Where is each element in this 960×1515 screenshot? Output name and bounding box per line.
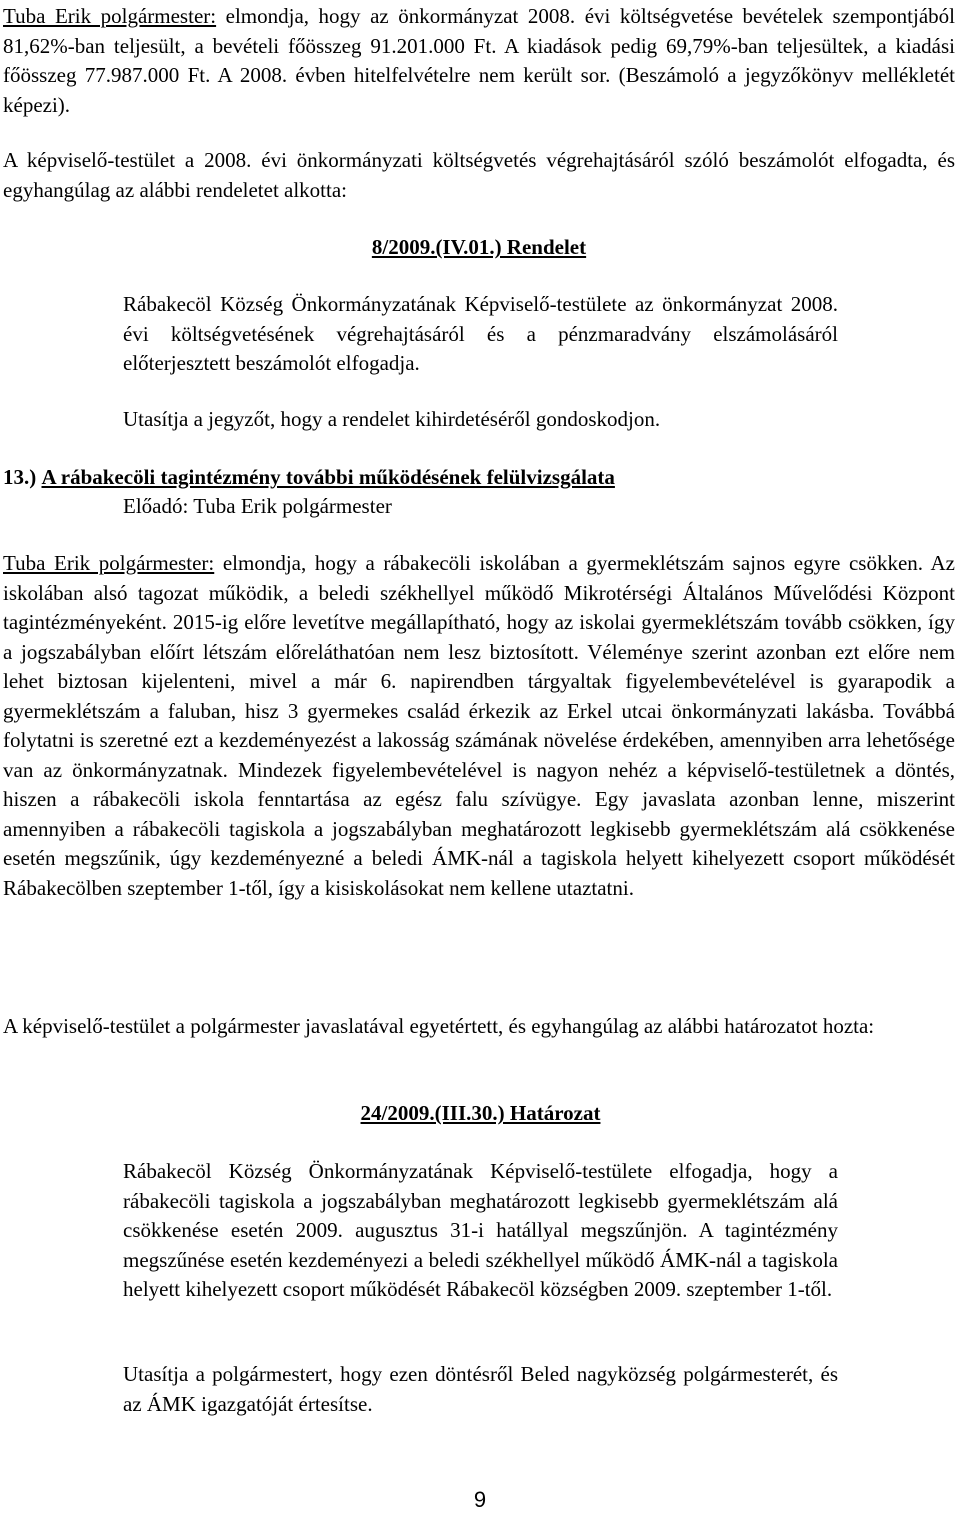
hatarozat-body: Rábakecöl Község Önkormányzatának Képviselő-testülete elfogadja, hogy a rábakecöli tagiskola a jogszabályban meghatározott legkisebb gyermeklétszám alá csökkenése esetén 2009. augusztus 31-i hatállyal megszűnjön. A tagintézmény megszűnése esetén kezdeményezi a beledi székhellyel működő ÁMK-nál a tagiskola helyett kihelyezett csoport működését Rábakecöl községben 2009. szeptember 1-től. xyxy=(123,1159,838,1301)
hatarozat-title: 24/2009.(III.30.) Határozat xyxy=(360,1101,601,1125)
council-decision-paragraph: A képviselő-testület a 2008. évi önkormányzati költségvetés végrehajtásáról szóló beszámolót elfogadta, és egyhangúlag az alábbi rendeletet alkotta: xyxy=(3,148,955,202)
mayor-report-school xyxy=(3,549,955,903)
paragraph-text: elmondja, hogy az önkormányzat 2008. évi költségvetése bevételek szempontjából 81,62%-ban teljesült, a bevételi főösszeg 91.201.000 Ft. A kiadások pedig 69,79%-ban teljesültek, a kiadási főösszeg 77.987.000 Ft. A 2008. évben hitelfelvételre nem került sor. (Beszámoló a jegyzőkönyv mellékletét képezi). xyxy=(3,4,955,117)
rendelet-instruction: Utasítja a jegyzőt, hogy a rendelet kihirdetéséről gondoskodjon. xyxy=(123,407,661,431)
agenda-item-heading xyxy=(3,463,955,493)
hatarozat-instruction: Utasítja a polgármestert, hogy ezen döntésről Beled nagyközség polgármesterét, és az ÁMK igazgatóját értesítse. xyxy=(123,1362,838,1416)
speaker-label: Tuba Erik polgármester: xyxy=(3,551,215,575)
paragraph-text: elmondja, hogy a rábakecöli iskolában a gyermeklétszám sajnos egyre csökken. Az iskolában alsó tagozat működik, a beledi székhellyel működő Mikrotérségi Általános Művelődési Központ tagintézményeként. 2015-ig előre levetítve megállapítható, hogy az iskolai gyermeklétszám tovább csökken, így a jogszabályban előírt létszám előreláthatóan nem lesz biztosított. Véleménye szerint azonban ezt előre nem lehet biztosan kijelenteni, mivel a már 6. napirendben tárgyaltak figyelembevételével is gyarapodik a gyermeklétszám a faluban, hisz 3 gyermekes család érkezik az Erkel utcai önkormányzati lakásba. Továbbá folytatni is szeretné ezt a kezdeményezést a lakosság számának növelése érdekében, amennyiben arra lehetősége van az önkormányzatnak. Mindezek figyelembevételével is nagyon nehéz a képviselő-testületnek a döntés, hiszen a rábakecöli iskola fenntartása az egész falu szívügye. Egy javaslata azonban lenne, miszerint amennyiben a rábakecöli tagiskola a jogszabályban meghatározott legkisebb gyermeklétszám alá csökkenése esetén megszűnik, úgy kezdeményezné a beledi ÁMK-nál a tagiskola helyett kihelyezett csoport működését Rábakecölben szeptember 1-től, így a kisiskolásokat nem kellene utaztatni. xyxy=(3,551,955,900)
agenda-item-title: A rábakecöli tagintézmény további működésének felülvizsgálata xyxy=(41,465,615,489)
rendelet-title: 8/2009.(IV.01.) Rendelet xyxy=(371,235,587,259)
speaker-label: Tuba Erik polgármester: xyxy=(3,4,217,28)
council-agreement-paragraph: A képviselő-testület a polgármester javaslatával egyetértett, és egyhangúlag az alábbi határozatot hozta: xyxy=(3,1014,875,1038)
agenda-item-number: 13.) xyxy=(3,465,37,489)
mayor-report-budget xyxy=(3,2,955,120)
rendelet-body: Rábakecöl Község Önkormányzatának Képviselő-testülete az önkormányzat 2008. évi költségvetésének végrehajtásáról és a pénzmaradvány elszámolásáról előterjesztett beszámolót elfogadja. xyxy=(123,292,838,375)
agenda-presenter: Előadó: Tuba Erik polgármester xyxy=(123,494,392,518)
page-number: 9 xyxy=(473,1487,487,1512)
